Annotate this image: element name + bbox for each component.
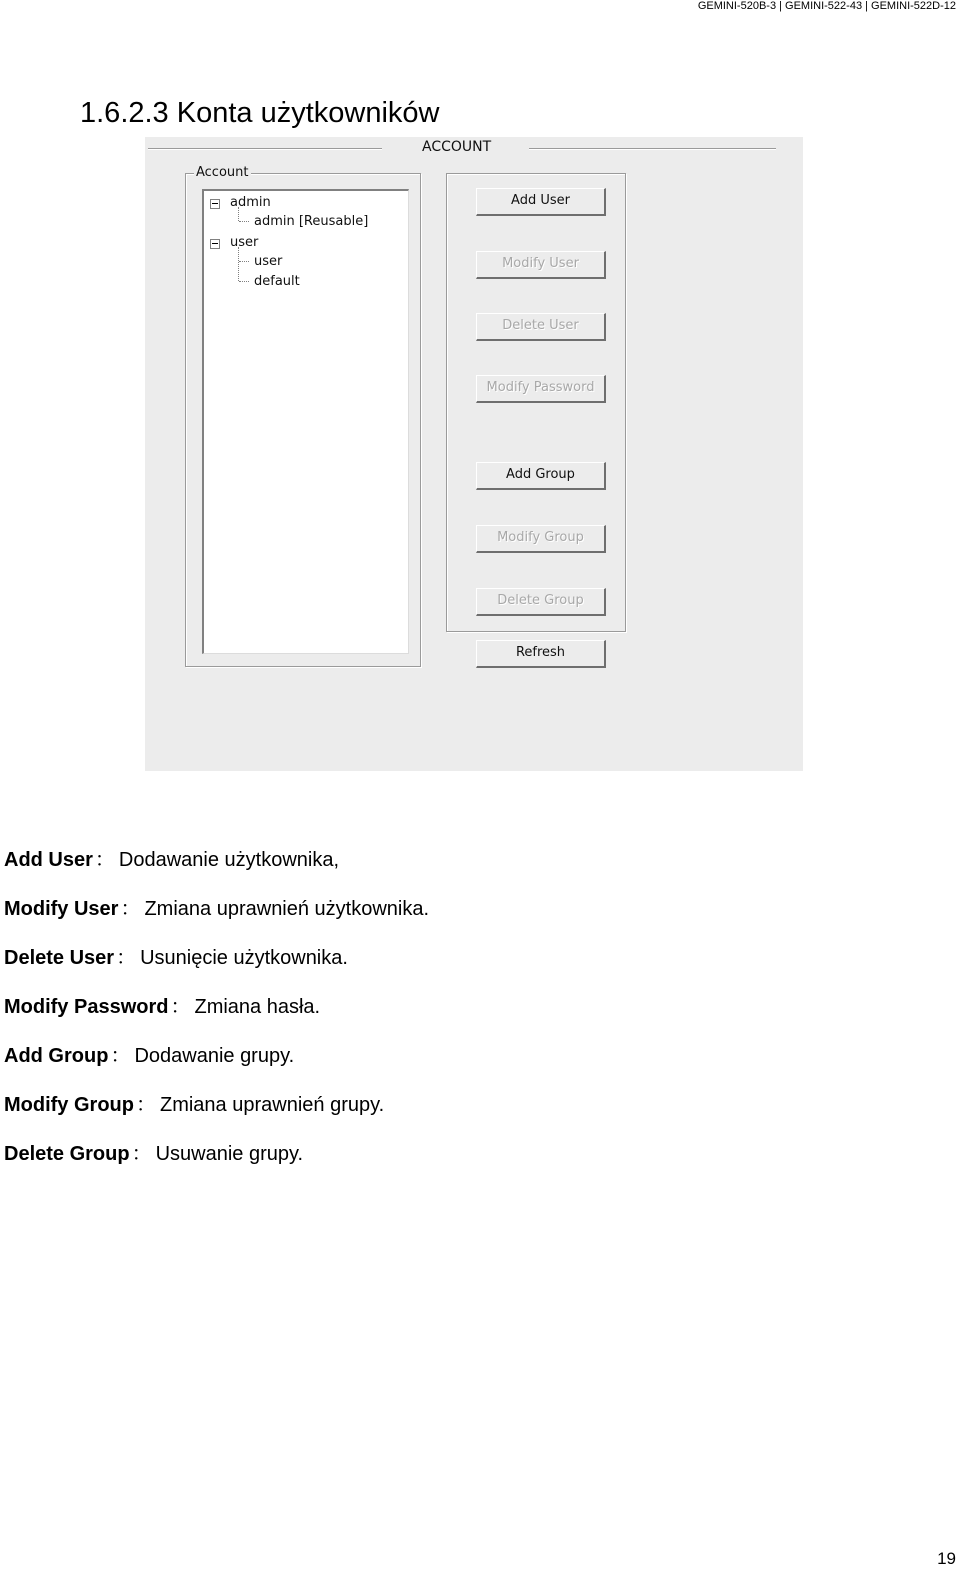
description-modify-user [4,892,429,921]
description-text: Zmiana uprawnień grupy. [159,1094,385,1116]
tree-node-admin-group[interactable]: admin [230,195,271,210]
description-text: Usuwanie grupy. [155,1143,304,1165]
tree-connector [239,281,249,282]
delete-group-button[interactable]: Delete Group [476,588,606,616]
tree-node-admin-user[interactable]: admin [Reusable] [254,214,369,229]
description-text: Dodawanie użytkownika, [118,849,340,871]
account-groupbox [185,165,421,667]
tree-node-user-group[interactable]: user [230,235,259,250]
description-term: Modify Password [4,996,169,1018]
model-list-header: GEMINI-520B-3 | GEMINI-522-43 | GEMINI-522D-12 [697,0,956,12]
description-delete-user [4,941,348,970]
description-term: Delete Group [4,1143,130,1165]
tree-node-default[interactable]: default [254,274,300,289]
description-add-group [4,1039,294,1068]
add-group-button[interactable]: Add Group [476,462,606,490]
account-tree[interactable] [202,189,409,654]
delete-user-button[interactable]: Delete User [476,313,606,341]
description-separator: ： [110,1045,131,1067]
description-separator: ： [170,996,191,1018]
refresh-button[interactable]: Refresh [476,640,606,668]
description-separator: ： [94,849,115,871]
account-groupbox-label: Account [196,165,249,180]
description-term: Modify Group [4,1094,134,1116]
collapse-user-icon[interactable] [210,239,220,249]
description-separator: ： [120,898,141,920]
modify-group-button[interactable]: Modify Group [476,525,606,553]
description-separator: ： [116,947,137,969]
description-term: Delete User [4,947,115,969]
description-term: Add User [4,849,93,871]
description-separator: ： [135,1094,156,1116]
description-term: Modify User [4,898,119,920]
modify-user-button[interactable]: Modify User [476,251,606,279]
description-term: Add Group [4,1045,109,1067]
collapse-admin-icon[interactable] [210,199,220,209]
tree-connector [239,221,249,222]
tree-node-user[interactable]: user [254,254,283,269]
add-user-button[interactable]: Add User [476,188,606,216]
dialog-title: ACCOUNT [422,139,492,155]
title-divider-left [148,148,382,150]
description-add-user [4,843,339,872]
section-title: 1.6.2.3 Konta użytkowników [80,97,440,130]
description-text: Zmiana hasła. [194,996,321,1018]
description-text: Zmiana uprawnień użytkownika. [144,898,430,920]
page-number: 19 [937,1549,956,1568]
description-modify-group [4,1088,384,1117]
description-text: Usunięcie użytkownika. [140,947,348,969]
description-text: Dodawanie grupy. [134,1045,295,1067]
title-divider-right [529,148,776,150]
description-modify-password [4,990,320,1019]
modify-password-button[interactable]: Modify Password [476,375,606,403]
tree-connector [239,261,249,262]
tree-connector [238,247,239,281]
description-delete-group [4,1137,303,1166]
account-dialog-screenshot [145,137,803,771]
description-separator: ： [131,1143,152,1165]
